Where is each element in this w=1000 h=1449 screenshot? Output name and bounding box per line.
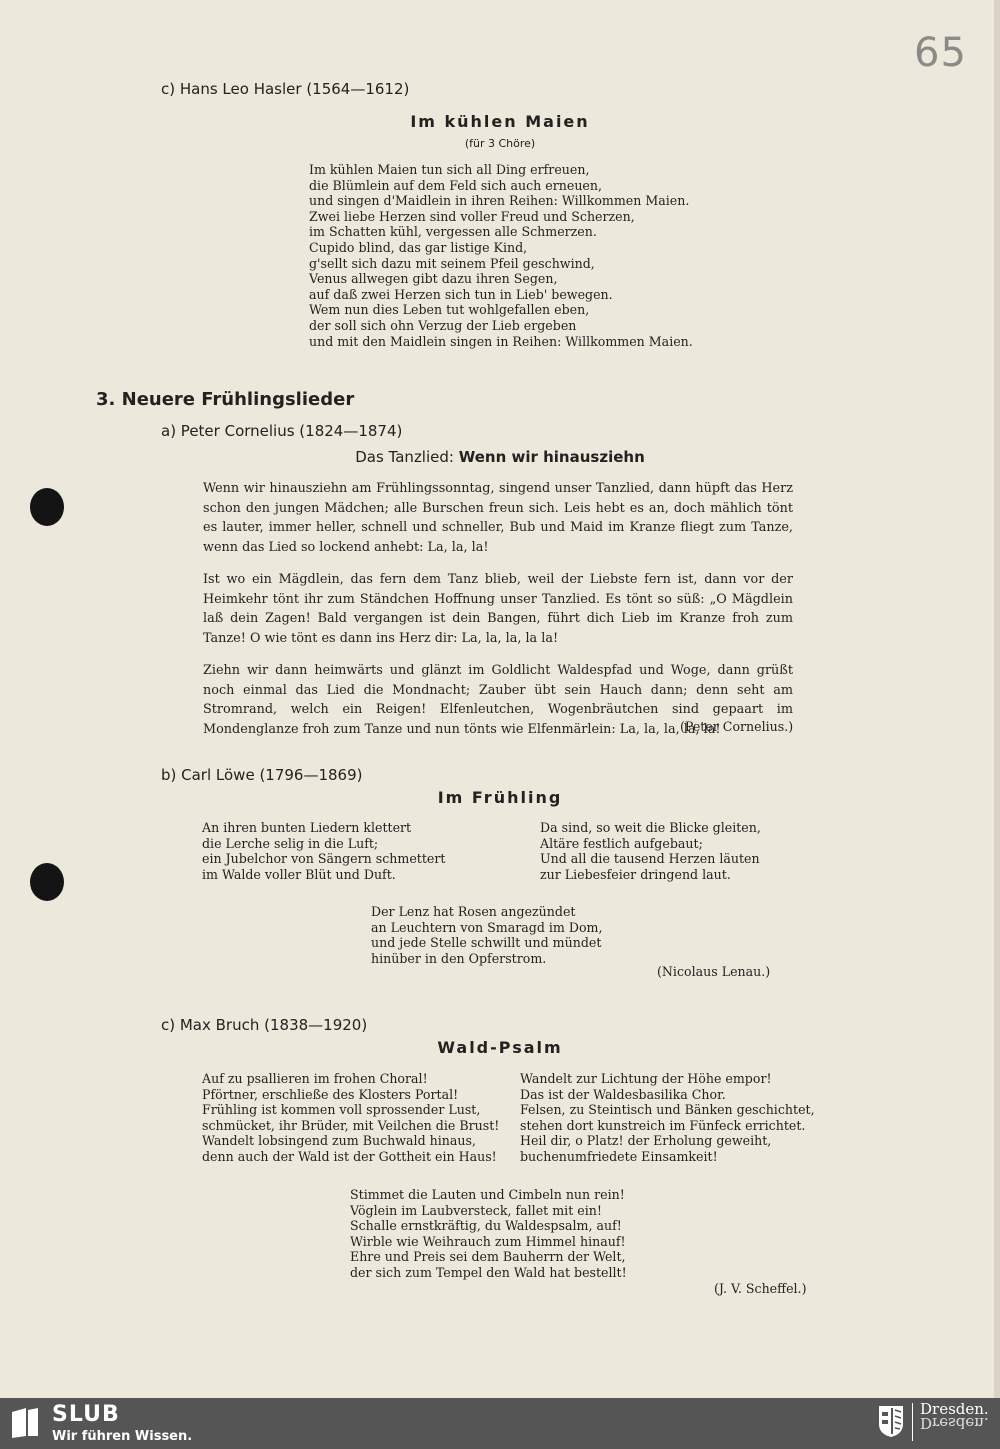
- cornelius-title: [0, 448, 1000, 466]
- verse-line: auf daß zwei Herzen sich tun in Lieb' bewegen.: [309, 286, 613, 302]
- loewe-verse-right: [540, 820, 761, 882]
- cornelius-attribution: (Peter Cornelius.): [680, 719, 794, 734]
- brand-tagline: Wir führen Wissen.: [52, 1429, 193, 1444]
- cornelius-paragraph: [203, 570, 793, 648]
- verse-line: und mit den Maidlein singen in Reihen: Willkommen Maien.: [309, 333, 693, 349]
- verse-line: Felsen, zu Steintisch und Bänken geschichtet,: [520, 1102, 815, 1118]
- section-heading: 3. Neuere Frühlingslieder: [96, 389, 355, 410]
- loewe-title: Im Frühling: [437, 788, 563, 807]
- cornelius-heading: a) Peter Cornelius (1824—1874): [161, 422, 403, 440]
- verse-line: Zwei liebe Herzen sind voller Freud und Scherzen,: [309, 208, 635, 224]
- hasler-title: Im kühlen Maien: [410, 112, 590, 131]
- verse-line: Stimmet die Lauten und Cimbeln nun rein!: [350, 1187, 625, 1202]
- hasler-heading: c) Hans Leo Hasler (1564—1612): [161, 80, 410, 98]
- punch-hole-top: [30, 488, 64, 526]
- paragraph-text: Ist wo ein Mägdlein, das fern dem Tanz blieb, weil der Liebste fern ist, dann vor der Heimkehr tönt ihr zum Ständchen Hoffnung unser Tanzlied. Es tönt so süß: „O Mägdlein laß dein Zagen! Bald vergangen ist dein Bangen, führt dich Lieb im Kranze froh zum Tanze! O wie tönt es dann ins Herz dir: La, la, la, la la!: [203, 572, 793, 646]
- verse-line: Ehre und Preis sei dem Bauherrn der Welt,: [350, 1249, 626, 1265]
- loewe-heading: b) Carl Löwe (1796—1869): [161, 766, 363, 784]
- verse-line: Schalle ernstkräftig, du Waldespsalm, auf!: [350, 1218, 622, 1234]
- punch-hole-bottom: [30, 863, 64, 901]
- hasler-subtitle: (für 3 Chöre): [464, 137, 536, 150]
- verse-line: hinüber in den Opferstrom.: [371, 950, 547, 966]
- verse-line: g'sellt sich dazu mit seinem Pfeil geschwind,: [309, 255, 595, 271]
- city-logo[interactable]: [920, 1402, 989, 1430]
- verse-line: zur Liebesfeier dringend laut.: [540, 866, 731, 882]
- verse-line: Das ist der Waldesbasilika Chor.: [520, 1086, 726, 1102]
- paragraph-text: Wenn wir hinausziehn am Frühlingssonntag, singend unser Tanzlied, dann hüpft das Herz schon den jungen Mädchen; alle Burschen freun sich. Leis hebt es an, doch mählich tönt es lauter, immer heller, schnell und schneller, Bub und Maid im Kranze fliegt zum Tanze, wenn das Lied so lockend anhebt: La, la, la!: [203, 481, 793, 555]
- bruch-heading: c) Max Bruch (1838—1920): [161, 1016, 368, 1034]
- verse-line: Im kühlen Maien tun sich all Ding erfreuen,: [309, 162, 590, 177]
- loewe-verse-left: [202, 820, 445, 882]
- verse-line: stehen dort kunstreich im Fünfeck errichtet.: [520, 1117, 806, 1133]
- cornelius-paragraph: [203, 479, 793, 557]
- bruch-verse-right: [520, 1071, 815, 1165]
- verse-line: Heil dir, o Platz! der Erholung geweiht,: [520, 1133, 772, 1149]
- verse-line: und singen d'Maidlein in ihren Reihen: Willkommen Maien.: [309, 193, 690, 209]
- loewe-verse-center: [371, 904, 603, 966]
- verse-line: Cupido blind, das gar listige Kind,: [309, 239, 528, 255]
- verse-line: Venus allwegen gibt dazu ihren Segen,: [309, 271, 558, 287]
- verse-line: An ihren bunten Liedern klettert: [202, 820, 412, 835]
- verse-line: der sich zum Tempel den Wald hat bestellt!: [350, 1264, 627, 1280]
- hasler-verse: [309, 162, 693, 349]
- verse-line: die Lerche selig in die Luft;: [202, 835, 379, 851]
- verse-line: ein Jubelchor von Sängern schmettert: [202, 851, 446, 867]
- page-edge: [994, 0, 1000, 1398]
- verse-line: an Leuchtern von Smaragd im Dom,: [371, 919, 603, 935]
- verse-line: im Walde voller Blüt und Duft.: [202, 866, 396, 882]
- verse-line: der soll sich ohn Verzug der Lieb ergeben: [309, 317, 577, 333]
- title-prefix: Das Tanzlied:: [355, 448, 454, 466]
- verse-line: buchenumfriedete Einsamkeit!: [520, 1148, 718, 1164]
- bruch-verse-center: [350, 1187, 627, 1281]
- slub-logo-icon[interactable]: [10, 1406, 40, 1440]
- footer-divider: [912, 1403, 913, 1441]
- verse-line: im Schatten kühl, vergessen alle Schmerzen.: [309, 224, 597, 240]
- dresden-crest-icon: [877, 1404, 905, 1438]
- loewe-attribution: (Nicolaus Lenau.): [657, 964, 771, 979]
- verse-line: die Blümlein auf dem Feld sich auch erneuen,: [309, 177, 603, 193]
- brand-name[interactable]: SLUB: [52, 1402, 120, 1427]
- bruch-title: Wald-Psalm: [437, 1038, 563, 1057]
- verse-line: Wirble wie Weihrauch zum Himmel hinauf!: [350, 1233, 626, 1249]
- verse-line: und jede Stelle schwillt und mündet: [371, 935, 602, 951]
- city-name: Dresden.: [920, 1400, 989, 1418]
- paragraph-text: Ziehn wir dann heimwärts und glänzt im Goldlicht Waldespfad und Woge, dann grüßt noch einmal das Lied die Mondnacht; Zauber übt sein Hauch dann; denn seht am Stromrand, welch ein Reigen! Elfenleutchen, Wogenbräutchen sind gepaart im Mondenglanze froh zum Tanze und nun tönts wie Elfenmärlein: La, la, la, la, la!: [203, 663, 793, 737]
- verse-line: Pförtner, erschließe des Klosters Portal!: [202, 1086, 459, 1102]
- verse-line: Und all die tausend Herzen läuten: [540, 851, 760, 867]
- verse-line: schmücket, ihr Brüder, mit Veilchen die Brust!: [202, 1117, 500, 1133]
- bruch-verse-left: [202, 1071, 499, 1165]
- footer-bar: [0, 1398, 1000, 1449]
- verse-line: Wandelt lobsingend zum Buchwald hinaus,: [202, 1133, 476, 1149]
- verse-line: Wandelt zur Lichtung der Höhe empor!: [520, 1071, 772, 1086]
- verse-line: Vöglein im Laubversteck, fallet mit ein!: [350, 1202, 602, 1218]
- verse-line: Wem nun dies Leben tut wohlgefallen eben,: [309, 302, 590, 318]
- verse-line: Altäre festlich aufgebaut;: [540, 835, 703, 851]
- page-number: 65: [914, 30, 967, 76]
- verse-line: Auf zu psallieren im frohen Choral!: [202, 1071, 428, 1086]
- title-main: Wenn wir hinausziehn: [458, 448, 645, 466]
- verse-line: Frühling ist kommen voll sprossender Lust,: [202, 1102, 481, 1118]
- city-name-mirror: Dresden.: [920, 1414, 989, 1432]
- verse-line: Der Lenz hat Rosen angezündet: [371, 904, 576, 919]
- verse-line: Da sind, so weit die Blicke gleiten,: [540, 820, 761, 835]
- bruch-attribution: (J. V. Scheffel.): [714, 1281, 807, 1296]
- verse-line: denn auch der Wald ist der Gottheit ein Haus!: [202, 1148, 497, 1164]
